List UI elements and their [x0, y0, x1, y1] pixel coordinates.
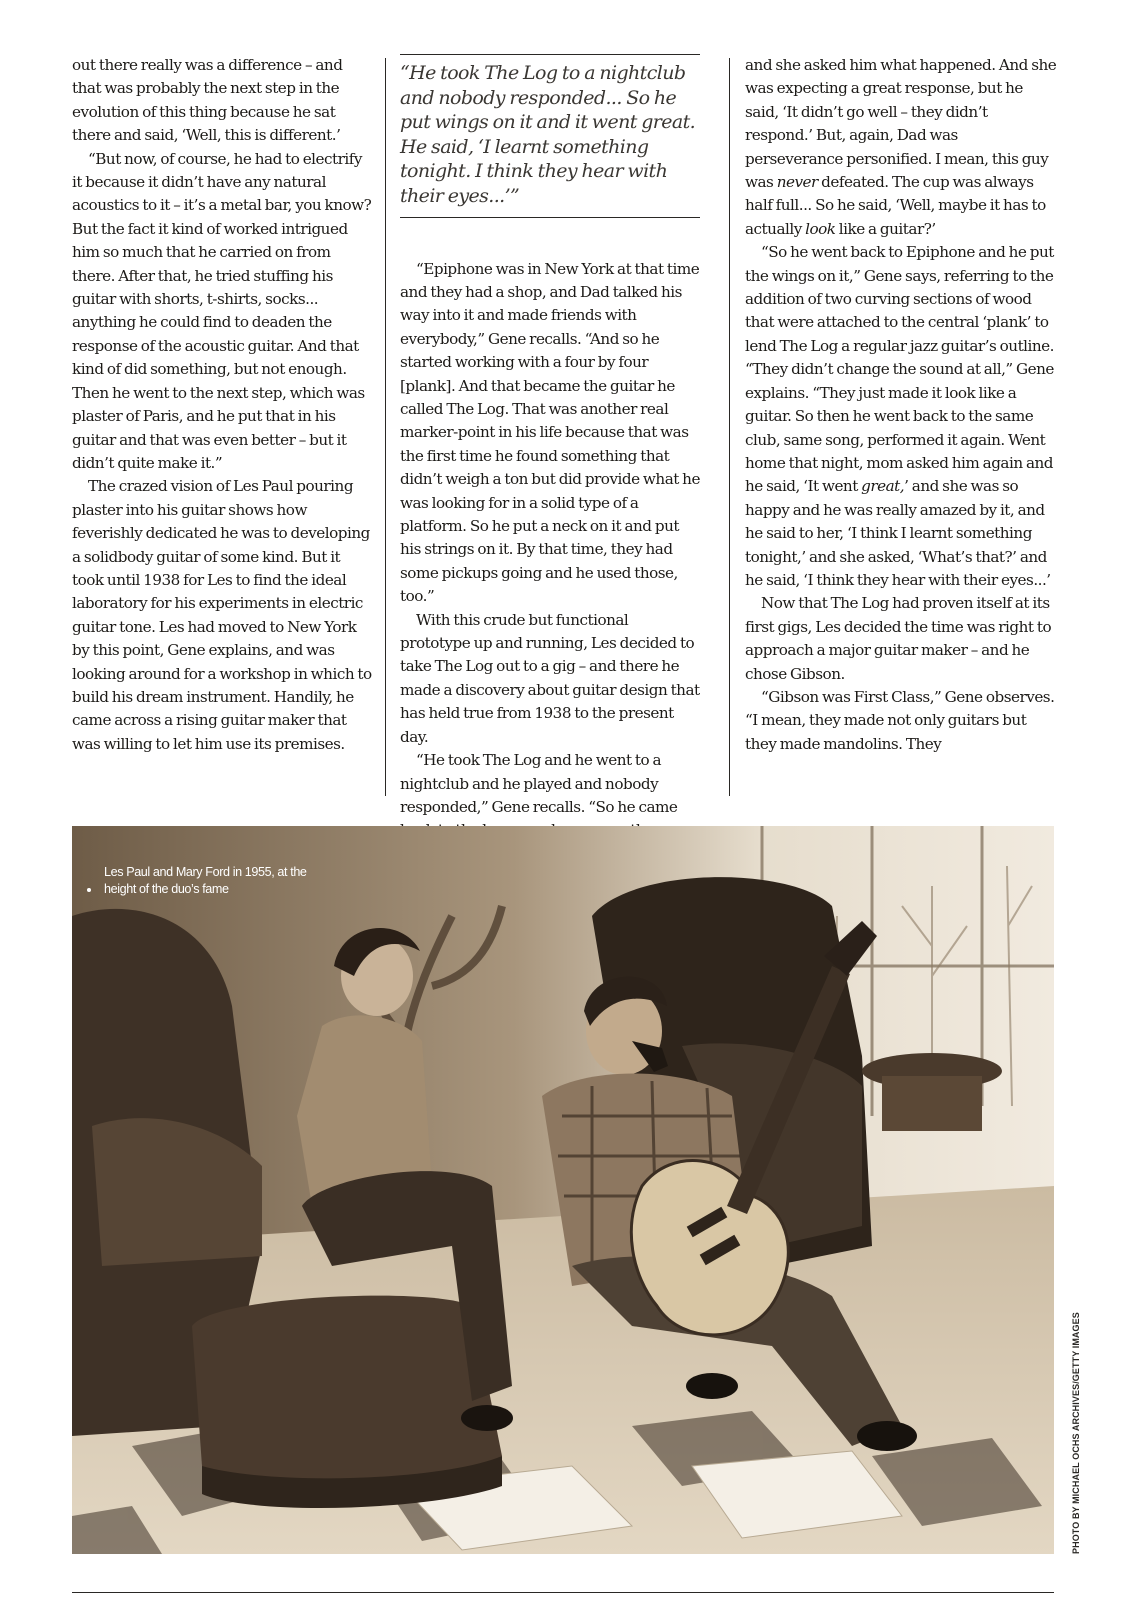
- paragraph: out there really was a difference – and that was probably the next step in the evolution of this thing because he sat there and said, ‘Well, this is different.’: [72, 56, 343, 145]
- paragraph: Now that The Log had proven itself at its first gigs, Les decided the time was right to approach a major guitar maker – and he chose Gibson.: [745, 594, 1052, 683]
- article-column-3: [745, 54, 1057, 756]
- paragraph: “He took The Log and he went to a nightclub and he played and nobody responded,” Gene recalls. “So he came: [400, 751, 678, 816]
- paragraph: With this crude but functional prototype up and running, Les decided to take The Log out to a gig – and there he made a discovery about guitar design that has held true from 1938 to the present day.: [400, 610, 700, 746]
- column-divider: [729, 58, 730, 796]
- photo-credit: PHOTO BY MICHAEL OCHS ARCHIVES/GETTY IMAGES: [1071, 1312, 1081, 1554]
- paragraph: “So he went back to Epiphone and he put the wings on it,” Gene says, referring to the addition of two curving sections of wood that were attached to the central ‘plank’ to lend The Log a regular jazz guitar’s outline. “They didn’t change the sound at all,” Gene explains. “They just made it look like a guitar. So then he went back to the same club, same song, performed it again. Went home that night, mom asked him again and he said, ‘It went great,’ and she was so happy and he was really amazed by it, and he said to her, ‘I think I learnt something tonight,’ and she asked, ‘What’s that?’ and he said, ‘I think they hear with their eyes...’: [745, 243, 1054, 589]
- bottom-rule: [72, 1592, 1054, 1593]
- pull-quote: “He took The Log to a nightclub and nobody responded... So he put wings on it and it went great. He said, ‘I learnt something tonight. I think they hear with their eyes...’”: [400, 54, 700, 218]
- caption-bullet: [87, 888, 91, 892]
- paragraph: “Epiphone was in New York at that time and they had a shop, and Dad talked his way into it and made friends with everybody,” Gene recalls. “And so he started working with a four by four [plank]. And that became the guitar he called The Log. That was another real marker-point in his life because that was the first time he found something that didn’t weigh a ton but did provide what he was looking for in a solid type of a platform. So he put a neck on it and put his strings on it. By that time, they had some pickups going and he used those, too.”: [400, 259, 700, 606]
- article-column-2: [400, 54, 700, 843]
- paragraph: “Gibson was First Class,” Gene observes. “I mean, they made not only guitars but they made mandolins. They: [745, 687, 1055, 753]
- photo-les-paul-mary-ford: [72, 826, 1054, 1554]
- paragraph: The crazed vision of Les Paul pouring plaster into his guitar shows how feverishly dedicated he was to developing a solidbody guitar of some kind. But it took until 1938 for Les to find the ideal laboratory for his experiments in electric guitar tone. Les had moved to New York by this point, Gene explains, and was looking around for a workshop in which to build his dream instrument. Handily, he came across a rising guitar maker that was willing to let him use its premises.: [72, 477, 372, 753]
- paragraph: and she asked him what happened. And she was expecting a great response, but he said, ‘It didn’t go well – they didn’t respond.’ But, again, Dad was perseverance personified. I mean, this guy was never defeated. The cup was always half full... So he said, ‘Well, maybe it has to actually look like a guitar?’: [745, 56, 1057, 238]
- column-divider: [385, 58, 386, 796]
- photo-caption: Les Paul and Mary Ford in 1955, at the height of the duo’s fame: [104, 865, 307, 896]
- article-column-1: [72, 54, 372, 756]
- paragraph: “But now, of course, he had to electrify it because it didn’t have any natural acoustics to it – it’s a metal bar, you know? But the fact it kind of worked intrigued him so much that he carried on from there. After that, he tried stuffing his guitar with shorts, t-shirts, socks... anything he could find to deaden the response of the acoustic guitar. And that kind of did something, but not enough. Then he went to the next step, which was plaster of Paris, and he put that in his guitar and that was even better – but it didn’t quite make it.”: [72, 149, 372, 472]
